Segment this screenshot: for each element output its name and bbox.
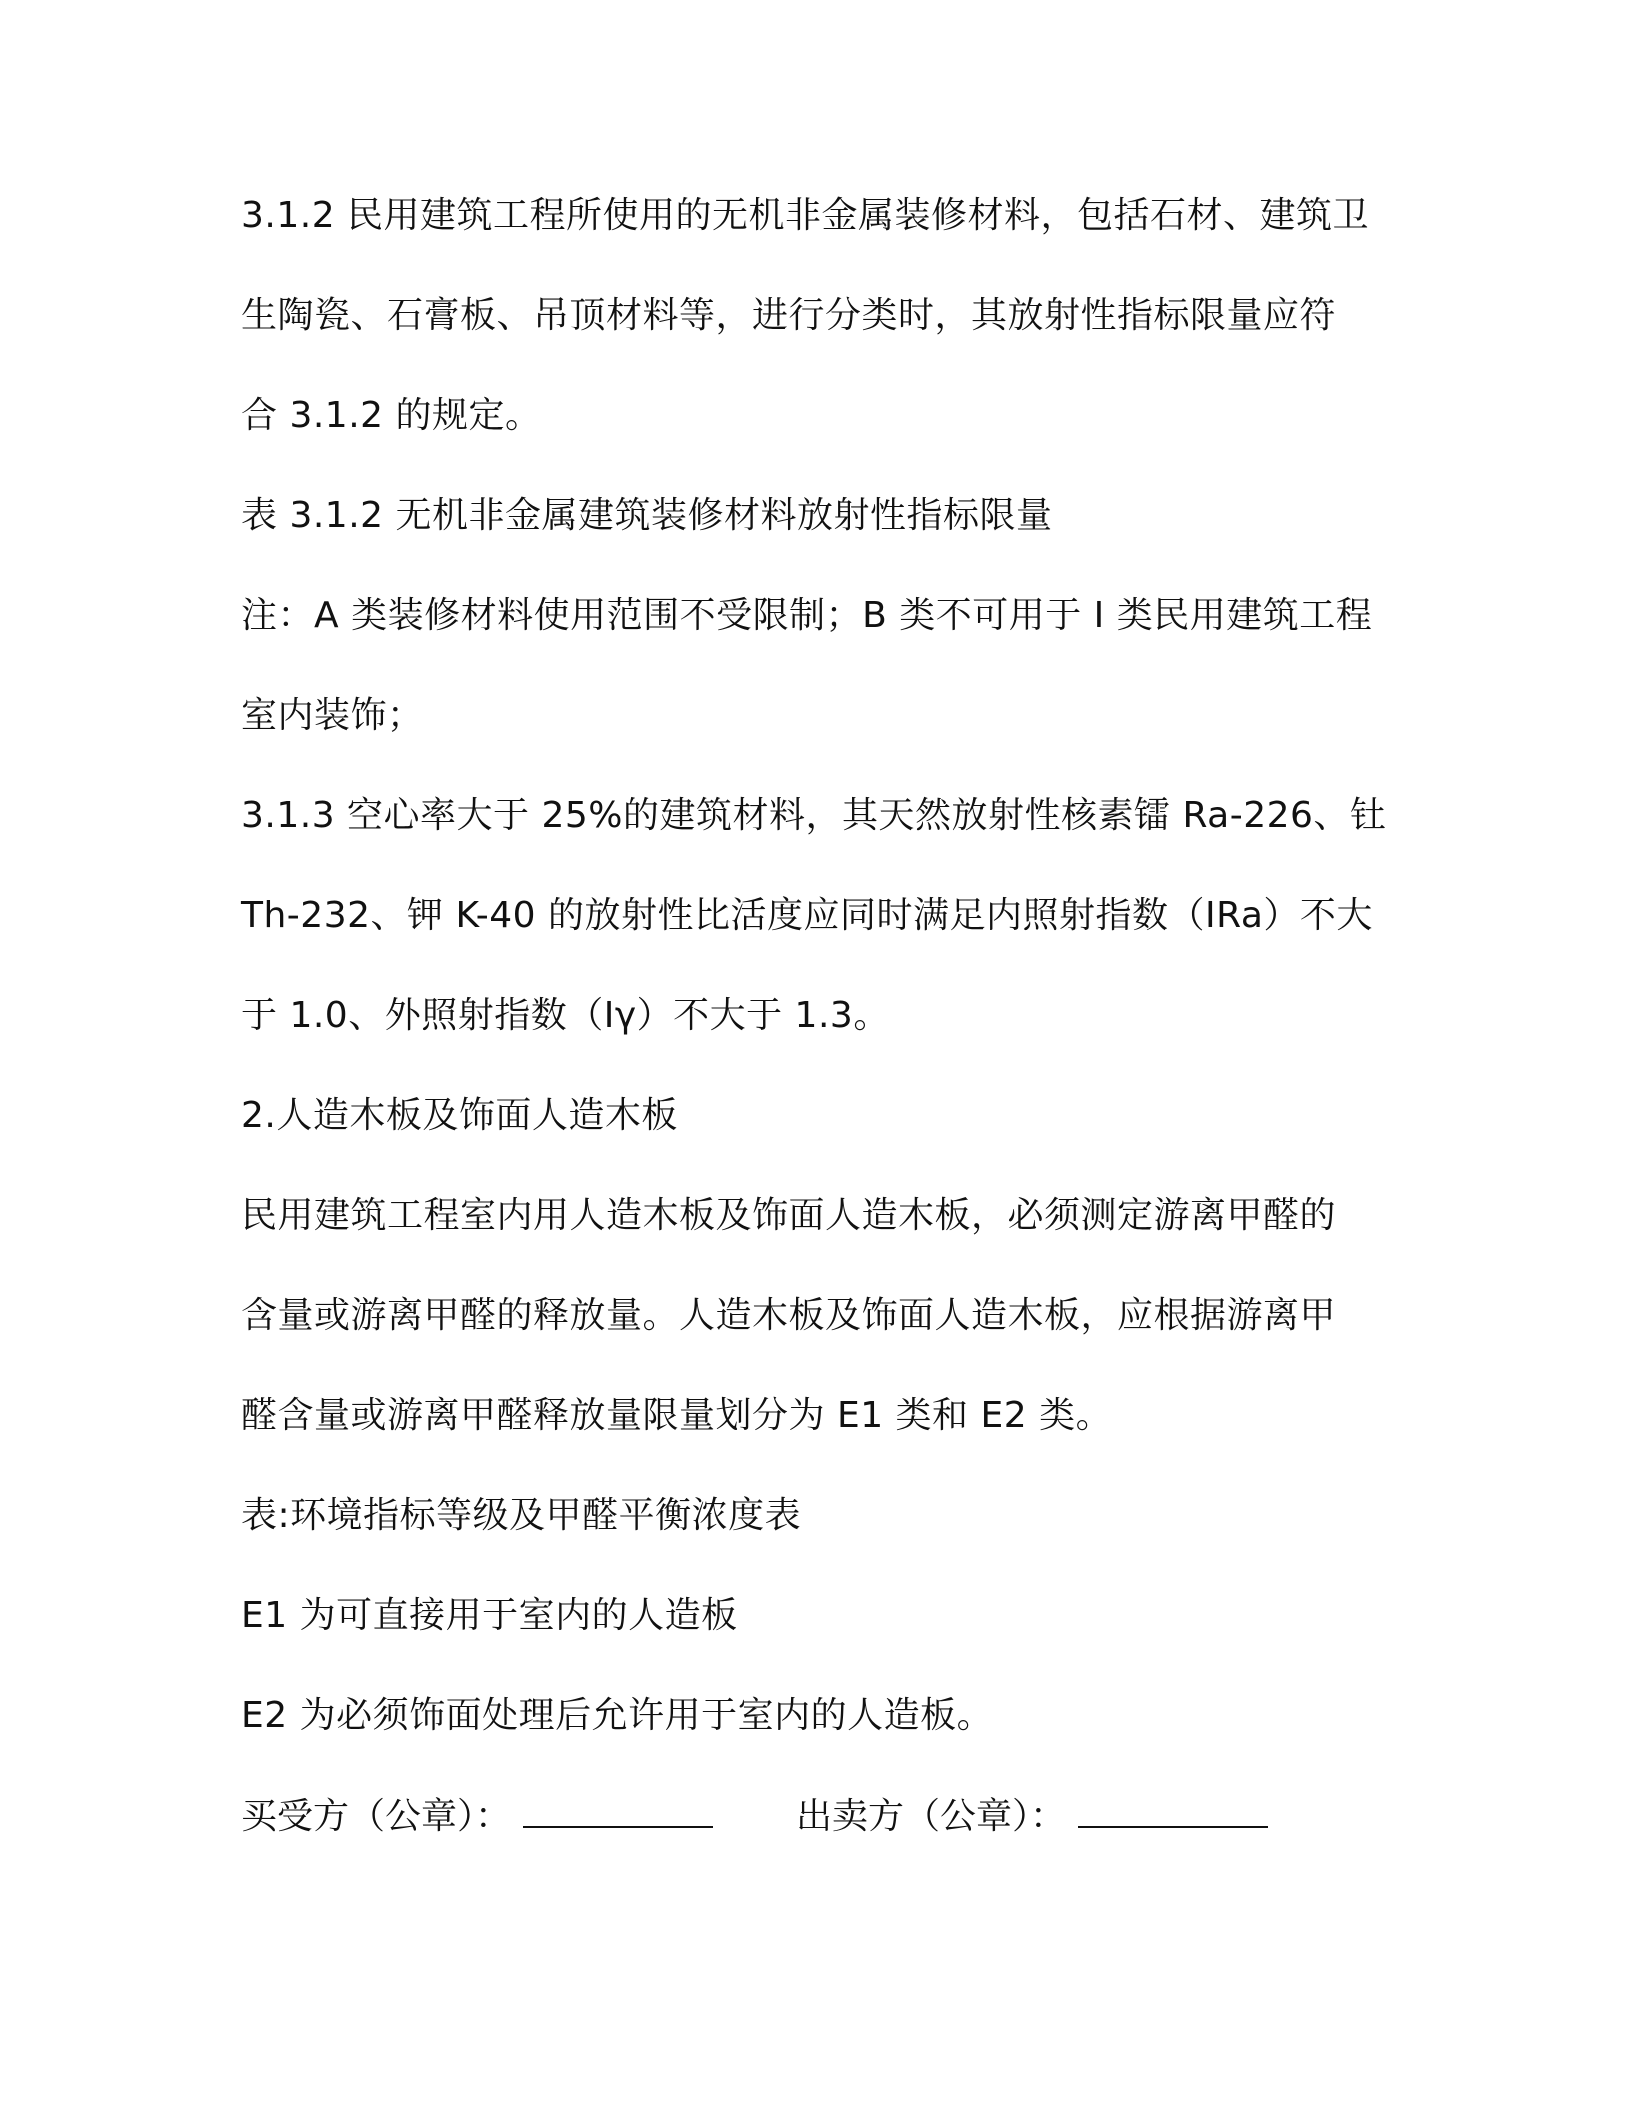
paragraph-line: Th-232、钾 K-40 的放射性比活度应同时满足内照射指数（IRa）不大 <box>241 895 1373 936</box>
paragraph-line: 生陶瓷、石膏板、吊顶材料等，进行分类时，其放射性指标限量应符 <box>241 295 1337 336</box>
paragraph-line: 于 1.0、外照射指数（Iγ）不大于 1.3。 <box>241 995 890 1036</box>
buyer-signature-blank <box>523 1792 713 1828</box>
paragraph-line: 含量或游离甲醛的释放量。人造木板及饰面人造木板，应根据游离甲 <box>241 1295 1337 1336</box>
paragraph-line: 民用建筑工程室内用人造木板及饰面人造木板，必须测定游离甲醛的 <box>241 1195 1337 1236</box>
section-heading: 2.人造木板及饰面人造木板 <box>241 1095 678 1136</box>
paragraph-line: 3.1.2 民用建筑工程所使用的无机非金属装修材料，包括石材、建筑卫 <box>241 195 1370 236</box>
table-caption: 表:环境指标等级及甲醛平衡浓度表 <box>241 1495 802 1536</box>
note-line: 注：A 类装修材料使用范围不受限制；B 类不可用于 I 类民用建筑工程 <box>241 595 1373 636</box>
paragraph-line: 3.1.3 空心率大于 25%的建筑材料，其天然放射性核素镭 Ra-226、钍 <box>241 795 1387 836</box>
paragraph-line: E1 为可直接用于室内的人造板 <box>241 1595 738 1636</box>
seller-label: 出卖方（公章）： <box>796 1796 1067 1837</box>
seller-signature <box>796 1792 1268 1841</box>
buyer-label: 买受方（公章）： <box>241 1796 512 1837</box>
paragraph-line: 醛含量或游离甲醛释放量限量划分为 E1 类和 E2 类。 <box>241 1395 1113 1436</box>
paragraph-line: E2 为必须饰面处理后允许用于室内的人造板。 <box>241 1695 994 1736</box>
note-line: 室内装饰； <box>241 695 424 736</box>
table-caption: 表 3.1.2 无机非金属建筑装修材料放射性指标限量 <box>241 495 1053 536</box>
paragraph-line: 合 3.1.2 的规定。 <box>241 395 542 436</box>
buyer-signature <box>241 1792 713 1841</box>
seller-signature-blank <box>1078 1792 1268 1828</box>
